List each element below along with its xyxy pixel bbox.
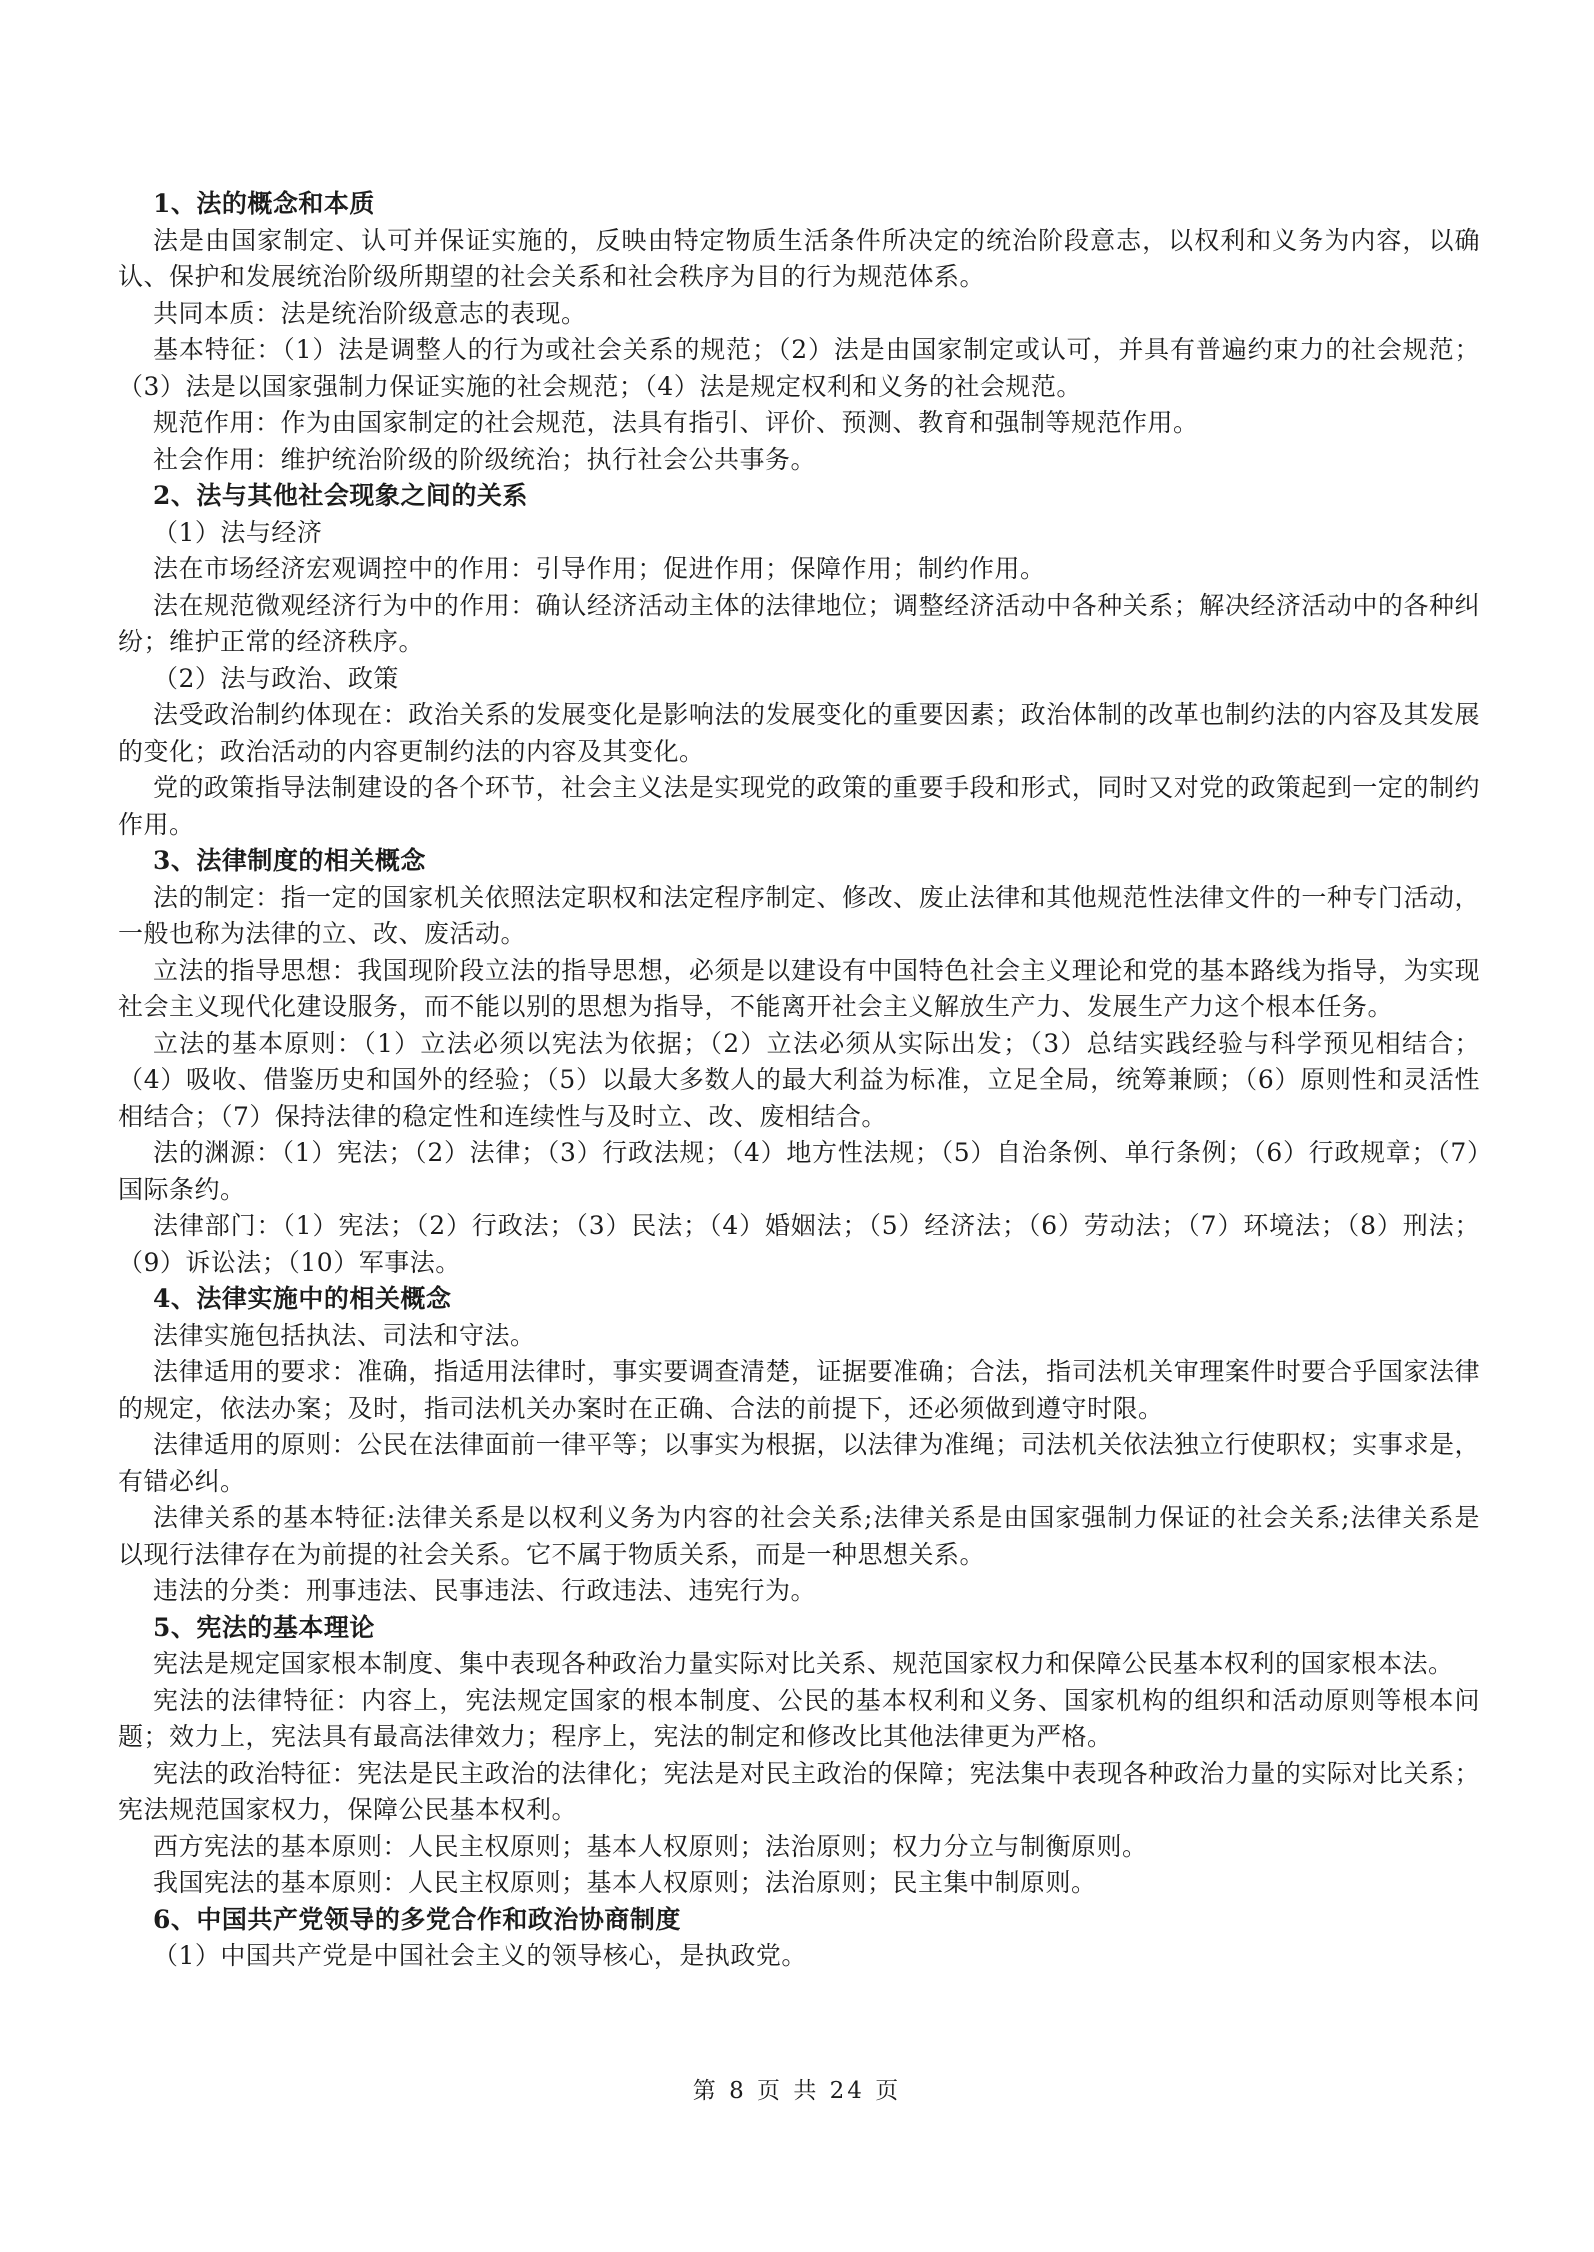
paragraph: （2）法与政治、政策: [153, 663, 399, 693]
section-heading: 6、中国共产党领导的多党合作和政治协商制度: [153, 1904, 681, 1934]
paragraph: 法律适用的要求：准确，指适用法律时，事实要调查清楚，证据要准确；合法，指司法机关审理案件时要合乎国家法律的规定，依法办案；及时，指司法机关办案时在正确、合法的前提下，还必须做到遵守时限。: [118, 1357, 1480, 1423]
paragraph: 规范作用：作为由国家制定的社会规范，法具有指引、评价、预测、教育和强制等规范作用。: [153, 408, 1199, 437]
paragraph: 党的政策指导法制建设的各个环节，社会主义法是实现党的政策的重要手段和形式，同时又对党的政策起到一定的制约作用。: [118, 773, 1480, 839]
paragraph: 违法的分类：刑事违法、民事违法、行政违法、违宪行为。: [153, 1576, 817, 1605]
paragraph: 法律部门：（1）宪法；（2）行政法；（3）民法；（4）婚姻法；（5）经济法；（6）劳动法；（7）环境法；（8）刑法；（9）诉讼法；（10）军事法。: [118, 1211, 1480, 1277]
paragraph: 法在市场经济宏观调控中的作用：引导作用；促进作用；保障作用；制约作用。: [153, 554, 1046, 583]
paragraph: 法在规范微观经济行为中的作用：确认经济活动主体的法律地位；调整经济活动中各种关系；解决经济活动中的各种纠纷；维护正常的经济秩序。: [118, 590, 1480, 656]
paragraph: 法受政治制约体现在：政治关系的发展变化是影响法的发展变化的重要因素；政治体制的改革也制约法的内容及其发展的变化；政治活动的内容更制约法的内容及其变化。: [118, 700, 1480, 766]
paragraph: 我国宪法的基本原则：人民主权原则；基本人权原则；法治原则；民主集中制原则。: [153, 1868, 1097, 1897]
paragraph: 法是由国家制定、认可并保证实施的，反映由特定物质生活条件所决定的统治阶段意志，以权利和义务为内容，以确认、保护和发展统治阶级所期望的社会关系和社会秩序为目的行为规范体系。: [118, 225, 1480, 291]
paragraph: （1）法与经济: [153, 517, 323, 547]
paragraph: 立法的基本原则：（1）立法必须以宪法为依据；（2）立法必须从实际出发；（3）总结实践经验与科学预见相结合；（4）吸收、借鉴历史和国外的经验；（5）以最大多数人的最大利益为标准，立足全局，统筹兼顾；（6）原则性和灵活性相结合；（7）保持法律的稳定性和连续性与及时立、改、废相结合。: [118, 1028, 1480, 1131]
paragraph: 法的制定：指一定的国家机关依照法定职权和法定程序制定、修改、废止法律和其他规范性法律文件的一种专门活动，一般也称为法律的立、改、废活动。: [118, 882, 1480, 948]
paragraph: 社会作用：维护统治阶级的阶级统治；执行社会公共事务。: [153, 444, 817, 474]
paragraph: 西方宪法的基本原则：人民主权原则；基本人权原则；法治原则；权力分立与制衡原则。: [153, 1831, 1148, 1861]
paragraph: 法律实施包括执法、司法和守法。: [153, 1320, 536, 1350]
paragraph: 宪法是规定国家根本制度、集中表现各种政治力量实际对比关系、规范国家权力和保障公民基本权利的国家根本法。: [153, 1649, 1454, 1678]
section-heading: 2、法与其他社会现象之间的关系: [153, 481, 528, 510]
paragraph: 宪法的政治特征：宪法是民主政治的法律化；宪法是对民主政治的保障；宪法集中表现各种政治力量的实际对比关系；宪法规范国家权力，保障公民基本权利。: [118, 1758, 1480, 1824]
section-heading: 5、宪法的基本理论: [153, 1612, 375, 1642]
paragraph: 法律关系的基本特征:法律关系是以权利义务为内容的社会关系;法律关系是由国家强制力保证的社会关系;法律关系是以现行法律存在为前提的社会关系。它不属于物质关系，而是一种思想关系。: [118, 1503, 1480, 1569]
section-heading: 4、法律实施中的相关概念: [153, 1284, 452, 1313]
paragraph: 宪法的法律特征：内容上，宪法规定国家的根本制度、公民的基本权利和义务、国家机构的组织和活动原则等根本问题；效力上，宪法具有最高法律效力；程序上，宪法的制定和修改比其他法律更为严格。: [118, 1685, 1480, 1751]
paragraph: 法律适用的原则：公民在法律面前一律平等；以事实为根据，以法律为准绳；司法机关依法独立行使职权；实事求是，有错必纠。: [118, 1430, 1480, 1496]
section-heading: 3、法律制度的相关概念: [153, 846, 426, 875]
paragraph: 基本特征：（1）法是调整人的行为或社会关系的规范；（2）法是由国家制定或认可，并具有普遍约束力的社会规范；（3）法是以国家强制力保证实施的社会规范；（4）法是规定权利和义务的社会规范。: [118, 335, 1480, 401]
page-number-footer: 第 8 页 共 24 页: [692, 2078, 902, 2104]
section-heading: 1、法的概念和本质: [153, 189, 375, 218]
paragraph: 共同本质：法是统治阶级意志的表现。: [153, 298, 587, 328]
document-body: [118, 186, 1480, 1975]
paragraph: （1）中国共产党是中国社会主义的领导核心，是执政党。: [153, 1941, 807, 1970]
paragraph: 立法的指导思想：我国现阶段立法的指导思想，必须是以建设有中国特色社会主义理论和党的基本路线为指导，为实现社会主义现代化建设服务，而不能以别的思想为指导，不能离开社会主义解放生产力、发展生产力这个根本任务。: [118, 955, 1480, 1021]
paragraph: 法的渊源：（1）宪法；（2）法律；（3）行政法规；（4）地方性法规；（5）自治条例、单行条例；（6）行政规章；（7）国际条约。: [118, 1138, 1480, 1204]
